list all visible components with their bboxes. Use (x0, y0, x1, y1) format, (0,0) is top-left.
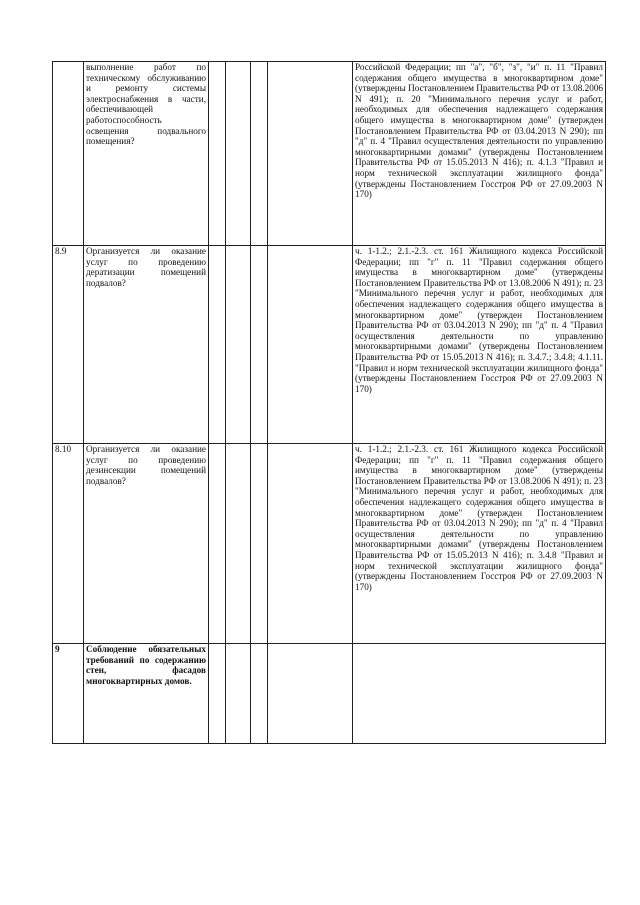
table-row (53, 644, 606, 744)
answer-cell-no (226, 246, 251, 444)
answer-cell-no (226, 644, 251, 744)
answer-cell-na (251, 444, 268, 644)
answer-cell-na (251, 644, 268, 744)
question-cell: Организуется ли оказание услуг по проведению дезинсекции помещений подвалов? (84, 444, 209, 644)
table-row (53, 444, 606, 644)
table-row (53, 246, 606, 444)
row-number-cell: 8.9 (53, 246, 84, 444)
row-number-cell: 9 (53, 644, 84, 744)
answer-cell-yes (209, 246, 226, 444)
legal-reference-cell (353, 644, 606, 744)
legal-reference-cell: Российской Федерации; пп "а", "б", "з", "и" п. 11 "Правил содержания общего имущества в многоквартирном доме" (утверждены Постановлением Правительства РФ от 13.08.2006 N 491); п. 20 "Минимального перечня услуг и работ, необходимых для обеспечения надлежащего содержания общего имущества в многоквартирном доме" (утвержден Постановлением Правительства РФ от 03.04.2013 N 290); пп "д" п. 4 "Правил осуществления деятельности по управлению многоквартирными домами" (утверждены Постановлением Правительства РФ от 15.05.2013 N 416); п. 4.1.3 "Правил и норм технической эксплуатации жилищного фонда" (утверждены Постановлением Госстроя РФ от 27.09.2003 N 170) (353, 62, 606, 246)
question-cell: Организуется ли оказание услуг по проведению дератизации помещений подвалов? (84, 246, 209, 444)
notes-cell (268, 62, 353, 246)
section-heading-cell: Соблюдение обязательных требований по содержанию стен, фасадов многоквартирных домов. (84, 644, 209, 744)
answer-cell-yes (209, 444, 226, 644)
answer-cell-no (226, 444, 251, 644)
answer-cell-na (251, 246, 268, 444)
legal-reference-cell: ч. 1-1.2.; 2.1.-2.3. ст. 161 Жилищного кодекса Российской Федерации; пп "г" п. 11 "Правил содержания общего имущества в многоквартирном доме" (утверждены Постановлением Правительства РФ от 13.08.2006 N 491); п. 23 "Минимального перечня услуг и работ, необходимых для обеспечения надлежащего содержания общего имущества в многоквартирном доме" (утвержден Постановлением Правительства РФ от 03.04.2013 N 290); пп "д" п. 4 "Правил осуществления деятельности по управлению многоквартирными домами" (утверждены Постановлением Правительства РФ от 15.05.2013 N 416); п. 3.4.7.; 3.4.8; 4.1.11. "Правил и норм технической эксплуатации жилищного фонда" (утверждены Постановлением Госстроя РФ от 27.09.2003 N 170) (353, 246, 606, 444)
notes-cell (268, 644, 353, 744)
row-number-cell: 8.10 (53, 444, 84, 644)
question-cell: выполнение работ по техническому обслуживанию и ремонту системы электроснабжения в части, обеспечивающей работоспособность освещения подвального помещения? (84, 62, 209, 246)
answer-cell-yes (209, 644, 226, 744)
notes-cell (268, 246, 353, 444)
answer-cell-no (226, 62, 251, 246)
legal-reference-cell: ч. 1-1.2.; 2.1.-2.3. ст. 161 Жилищного кодекса Российской Федерации; пп "г" п. 11 "Правил содержания общего имущества в многоквартирном доме" (утверждены Постановлением Правительства РФ от 13.08.2006 N 491); п. 23 "Минимального перечня услуг и работ, необходимых для обеспечения надлежащего содержания общего имущества в многоквартирном доме" (утвержден Постановлением Правительства РФ от 03.04.2013 N 290); пп "д" п. 4 "Правил осуществления деятельности по управлению многоквартирными домами" (утверждены Постановлением Правительства РФ от 15.05.2013 N 416); п. 3.4.8 "Правил и норм технической эксплуатации жилищного фонда" (утверждены Постановлением Госстроя РФ от 27.09.2003 N 170) (353, 444, 606, 644)
inspection-checklist-table (52, 61, 606, 744)
notes-cell (268, 444, 353, 644)
row-number-cell (53, 62, 84, 246)
answer-cell-na (251, 62, 268, 246)
answer-cell-yes (209, 62, 226, 246)
table-row (53, 62, 606, 246)
